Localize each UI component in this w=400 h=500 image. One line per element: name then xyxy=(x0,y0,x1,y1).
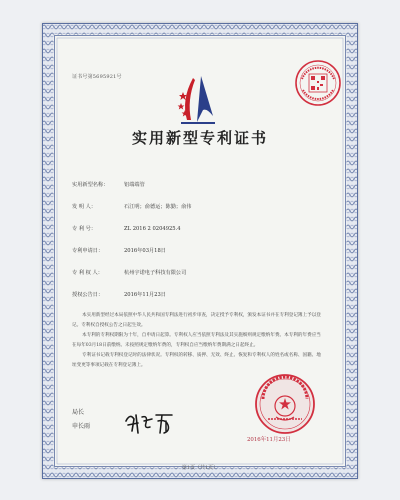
national-seal-icon xyxy=(254,373,316,435)
field-patent-number xyxy=(72,225,181,232)
certificate xyxy=(42,23,358,479)
qr-code-seal-icon xyxy=(294,59,342,107)
field-filing-date xyxy=(72,247,166,254)
field-value: 杭州宇诺电子科技有限公司 xyxy=(124,270,187,276)
field-patentee xyxy=(72,269,186,276)
field-label: 授权公告日： xyxy=(72,292,104,298)
certificate-number: 证书号第5695921号 xyxy=(72,74,122,80)
field-label: 专利申请日： xyxy=(72,248,104,254)
body-paragraph: 专利证书记载专利权登记时的法律状况。专利权的转移、质押、无效、终止、恢复和专利权人的姓名或名称、国籍、地址变更等事项记载在专利登记簿上。 xyxy=(72,353,321,368)
body-paragraph: 本专利的专利权期限为十年，自申请日起算。专利权人应当依照专利法及其实施细则规定缴纳年费。本专利的年费应当在每年03月18日前缴纳。未按照规定缴纳年费的，专利权自应当缴纳年费期满之日起终止。 xyxy=(72,333,321,348)
field-label: 发 明 人： xyxy=(72,204,97,210)
field-value: 铝端端管 xyxy=(124,182,145,188)
director-title: 局长 xyxy=(72,409,85,416)
field-label: 专 利 权 人： xyxy=(72,270,103,276)
director-name-label: 申长雨 xyxy=(72,423,91,430)
seal-date: 2016年11月23日 xyxy=(247,437,291,443)
field-grant-date xyxy=(72,291,166,298)
body-paragraph: 本实用新型经过本局依照中华人民共和国专利法进行初步审查，决定授予专利权，颁发本证书并在专利登记簿上予以登记。专利权自授权公告之日起生效。 xyxy=(72,313,321,328)
page-number: 第1页（共1页） xyxy=(181,465,219,471)
field-value: 2016年03月18日 xyxy=(124,248,166,254)
field-label: 实用新型名称： xyxy=(72,182,109,188)
field-value: ZL 2016 2 0204925.4 xyxy=(124,226,181,232)
field-inventors xyxy=(72,203,191,210)
field-value: 2016年11月23日 xyxy=(124,292,166,298)
field-value: 石江明；俞德运；陈勤；俞伟 xyxy=(124,204,192,210)
field-label: 专 利 号： xyxy=(72,226,97,232)
certificate-title: 实用新型专利证书 xyxy=(131,129,268,147)
field-utility-model-name xyxy=(72,181,145,188)
handwritten-signature xyxy=(122,407,180,437)
certificate-body-text xyxy=(72,311,324,371)
patent-office-emblem-icon xyxy=(177,70,219,128)
